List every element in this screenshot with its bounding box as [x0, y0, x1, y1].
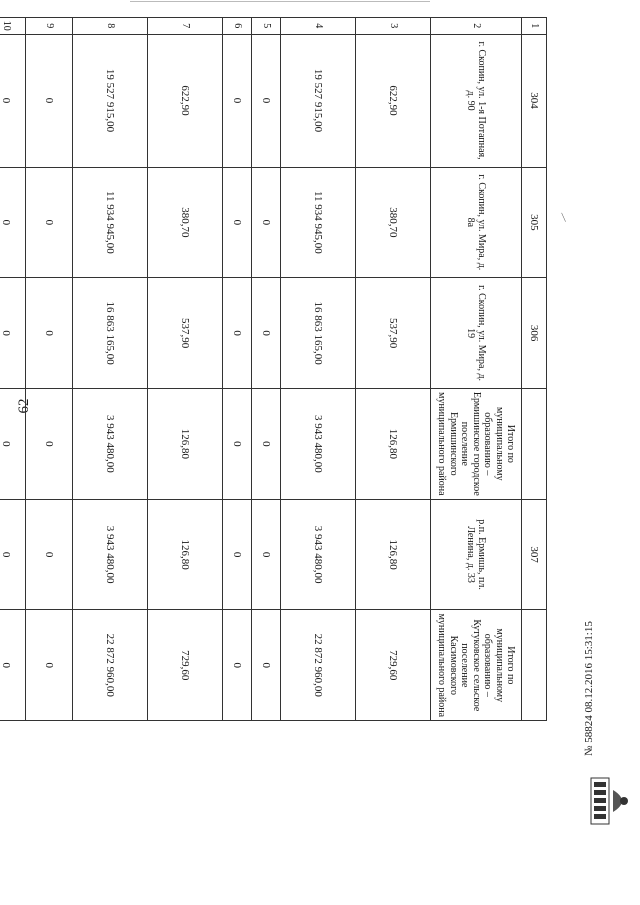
table-cell [522, 610, 547, 721]
table-cell: 380,70 [148, 167, 223, 278]
table-cell: 3 943 480,00 [281, 499, 356, 610]
table-cell: 11 934 945,00 [73, 167, 148, 278]
table-cell: 0 [252, 610, 281, 721]
table-cell: г. Скопин, ул. 1-я Потапная, д. 90 [431, 34, 522, 167]
scan-artifact-line [130, 1, 430, 2]
table-cell: 126,80 [148, 499, 223, 610]
table-body [0, 18, 547, 832]
column-number: 5 [252, 18, 281, 35]
table-cell: 0 [0, 167, 26, 278]
table-cell: 0 [252, 167, 281, 278]
column-number: 3 [356, 18, 431, 35]
table-cell: 0 [26, 34, 73, 167]
stray-pen-mark: ⁄ [557, 212, 571, 222]
table-cell: 0 [0, 34, 26, 167]
table-cell: 304 [522, 34, 547, 167]
table-cell: 22 872 960,00 [73, 610, 148, 721]
column-number: 1 [522, 18, 547, 35]
page-number: 62 [16, 398, 32, 414]
table-cell: 126,80 [356, 499, 431, 610]
table-column-6 [223, 18, 252, 832]
table-cell: 0 [26, 610, 73, 721]
table-column-10 [0, 18, 26, 832]
column-number: 2 [431, 18, 522, 35]
table-cell: 0 [0, 388, 26, 499]
table-cell: 3 943 480,00 [73, 499, 148, 610]
emblem-icon [587, 776, 633, 826]
table-cell: 0 [26, 388, 73, 499]
table-cell: 22 872 960,00 [281, 610, 356, 721]
table-column-4 [281, 18, 356, 832]
table-cell: 306 [522, 278, 547, 389]
column-number: 4 [281, 18, 356, 35]
table-cell: 0 [223, 34, 252, 167]
table-cell: 126,80 [148, 388, 223, 499]
table-cell: 305 [522, 167, 547, 278]
table-cell: 0 [223, 278, 252, 389]
table-cell: 729,60 [148, 610, 223, 721]
table-cell: 729,60 [356, 610, 431, 721]
table-column-8 [73, 18, 148, 832]
table-cell: Итого по муниципальному образованию – Ермишинское городское поселение Ермишинского муниципального района [431, 388, 522, 499]
table-cell [522, 388, 547, 499]
column-number: 8 [73, 18, 148, 35]
table-cell: 0 [223, 610, 252, 721]
table-cell: Итого по муниципальному образованию – Кутуковское сельское поселение Касимовского муниципального района [431, 610, 522, 721]
table-cell: 0 [26, 278, 73, 389]
table-cell: 622,90 [148, 34, 223, 167]
table-cell: 537,90 [356, 278, 431, 389]
table-cell: г. Скопин, ул. Мира, д. 19 [431, 278, 522, 389]
table-column-3 [356, 18, 431, 832]
table-cell: р.п. Ермишь, пл. Ленина, д. 33 [431, 499, 522, 610]
document-registration-stamp: № 58824 08.12.2016 15:31:15 [583, 621, 595, 756]
table-cell: 3 943 480,00 [73, 388, 148, 499]
table-cell: 0 [252, 388, 281, 499]
table-cell: 126,80 [356, 388, 431, 499]
table-cell: 0 [252, 34, 281, 167]
table-cell: 0 [26, 167, 73, 278]
table-cell: 0 [252, 499, 281, 610]
table-cell: 0 [26, 499, 73, 610]
table-cell: 19 527 915,00 [73, 34, 148, 167]
column-number: 7 [148, 18, 223, 35]
table-cell: 0 [223, 388, 252, 499]
table-column-7 [148, 18, 223, 832]
table-cell: 0 [252, 278, 281, 389]
table-cell: 16 863 165,00 [73, 278, 148, 389]
table-column-9 [26, 18, 73, 832]
table-cell: 0 [0, 278, 26, 389]
table-cell: 537,90 [148, 278, 223, 389]
table-cell: 0 [0, 610, 26, 721]
column-number: 6 [223, 18, 252, 35]
table-cell: 3 943 480,00 [281, 388, 356, 499]
column-number: 9 [26, 18, 73, 35]
table-cell: г. Скопин, ул. Мира, д. 8а [431, 167, 522, 278]
table-column-5 [252, 18, 281, 832]
table-cell: 307 [522, 499, 547, 610]
table-cell: 0 [223, 499, 252, 610]
appendix-table [0, 17, 547, 832]
table-cell: 19 527 915,00 [281, 34, 356, 167]
table-cell: 16 863 165,00 [281, 278, 356, 389]
table-cell: 11 934 945,00 [281, 167, 356, 278]
table-column-2 [431, 18, 522, 832]
table-column-1 [522, 18, 547, 832]
column-number: 10 [0, 18, 26, 35]
table-cell: 0 [223, 167, 252, 278]
table-cell: 380,70 [356, 167, 431, 278]
table-cell: 0 [0, 499, 26, 610]
table-cell: 622,90 [356, 34, 431, 167]
